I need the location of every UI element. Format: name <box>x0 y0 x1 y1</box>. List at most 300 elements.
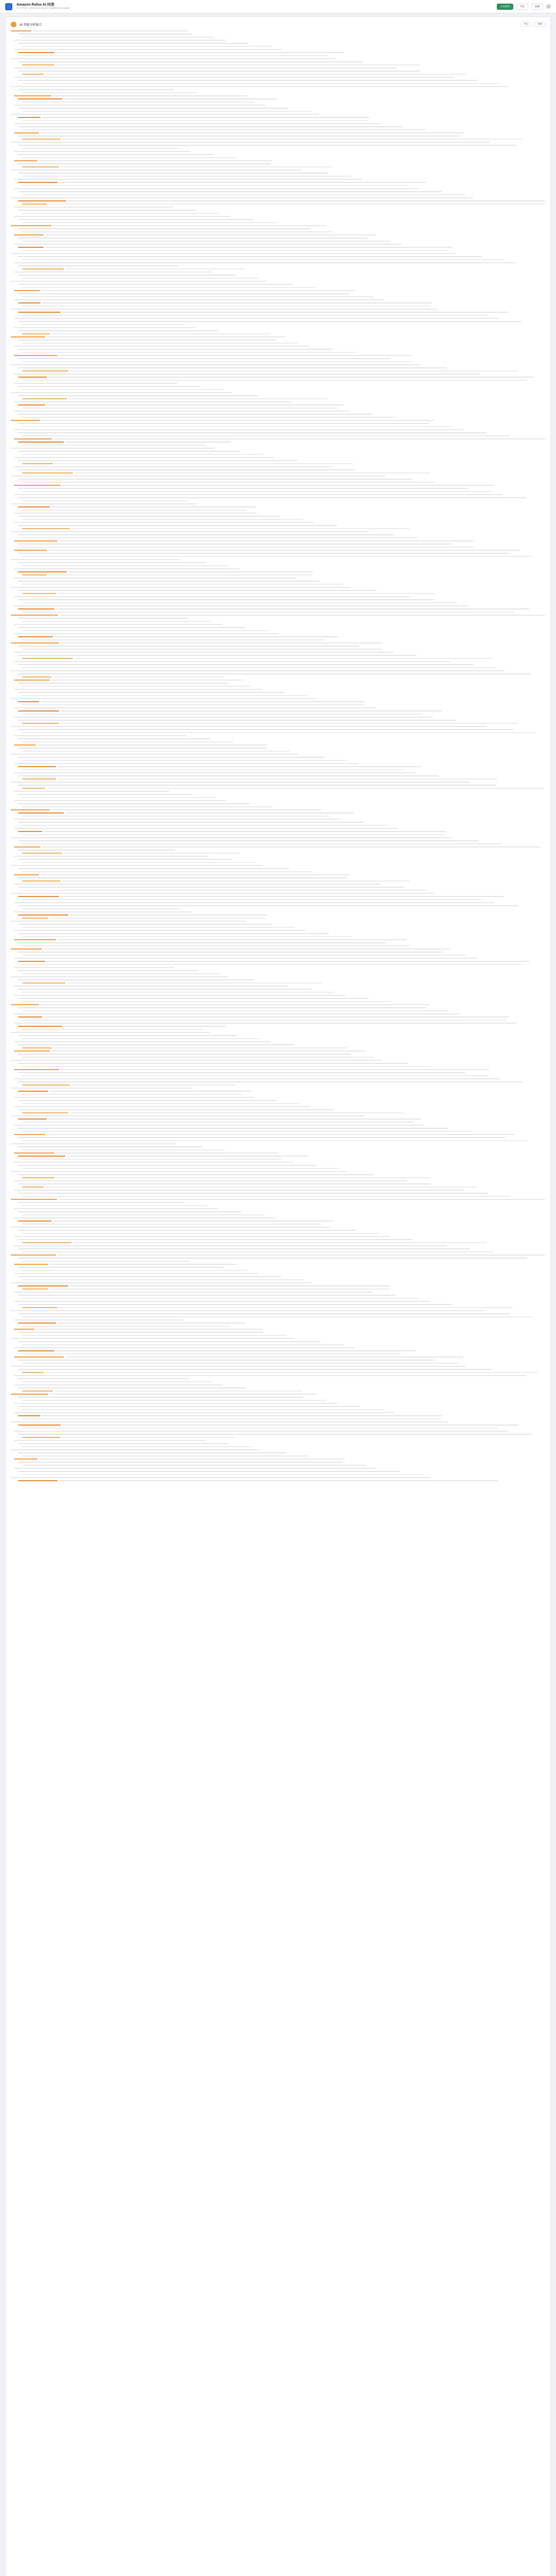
text-line <box>11 1143 545 1144</box>
text-stripe <box>14 596 411 597</box>
text-line <box>11 281 545 282</box>
text-line <box>11 812 545 814</box>
text-line <box>11 290 545 291</box>
text-stripe <box>14 578 297 579</box>
text-stripe <box>11 309 438 310</box>
text-stripe <box>47 336 285 337</box>
text-line <box>11 850 545 851</box>
text-line <box>11 213 545 214</box>
text-stripe <box>22 732 536 733</box>
text-line <box>11 466 545 467</box>
highlight-label <box>14 485 61 486</box>
text-line <box>11 173 545 174</box>
text-stripe <box>22 1075 489 1076</box>
text-line <box>11 1060 545 1061</box>
text-line <box>11 1474 545 1475</box>
text-stripe <box>18 655 416 656</box>
text-line <box>11 336 545 337</box>
text-stripe <box>14 1125 425 1126</box>
highlight-label <box>11 420 41 421</box>
text-line <box>11 89 545 90</box>
text-stripe <box>14 216 230 217</box>
text-line <box>11 1146 545 1147</box>
text-line <box>11 1400 545 1401</box>
text-stripe <box>22 129 426 130</box>
text-stripe <box>14 67 397 69</box>
text-line <box>11 519 545 520</box>
text-stripe <box>50 1264 237 1265</box>
text-stripe <box>22 1270 247 1271</box>
text-stripe <box>22 1159 282 1160</box>
text-line <box>11 160 545 161</box>
text-line <box>11 723 545 724</box>
text-stripe <box>65 1357 463 1358</box>
highlight-label <box>11 809 50 810</box>
text-line <box>11 1196 545 1197</box>
text-stripe <box>14 661 450 662</box>
text-stripe <box>45 1372 538 1373</box>
text-line <box>11 782 545 783</box>
text-line <box>11 800 545 801</box>
text-stripe <box>61 1069 489 1070</box>
text-stripe <box>22 194 465 195</box>
text-line <box>11 426 545 427</box>
text-stripe <box>22 241 391 242</box>
text-line <box>11 1153 545 1154</box>
text-stripe <box>14 689 262 690</box>
text-line <box>11 831 545 832</box>
text-stripe <box>45 234 376 235</box>
text-stripe <box>22 1196 511 1197</box>
text-stripe <box>56 1153 278 1154</box>
favorite-button[interactable]: 收藏 <box>531 4 543 10</box>
text-line <box>11 179 545 180</box>
text-line <box>11 151 545 152</box>
text-line <box>11 1208 545 1209</box>
text-line <box>11 120 545 121</box>
text-line <box>11 1236 545 1237</box>
share-button[interactable]: 分享结果 <box>497 4 513 10</box>
text-stripe <box>22 46 272 47</box>
text-line <box>11 377 545 378</box>
text-stripe <box>18 1007 426 1008</box>
text-line <box>11 1326 545 1327</box>
text-line <box>11 1425 545 1426</box>
text-stripe <box>36 1329 263 1330</box>
text-stripe <box>22 964 524 965</box>
text-line <box>11 432 545 433</box>
text-stripe <box>22 1279 304 1280</box>
text-stripe <box>11 1310 483 1311</box>
text-line <box>11 843 545 844</box>
highlight-label <box>18 1016 42 1018</box>
text-line <box>11 67 545 69</box>
text-line <box>11 392 545 393</box>
highlight-label <box>18 831 42 832</box>
text-line <box>11 349 545 350</box>
text-stripe <box>61 642 383 643</box>
text-stripe <box>11 1032 211 1033</box>
text-stripe <box>18 1341 321 1342</box>
text-stripe <box>41 701 364 702</box>
text-line <box>11 1455 545 1456</box>
text-line <box>11 361 545 362</box>
text-stripe <box>11 503 197 504</box>
text-line <box>11 1199 545 1200</box>
text-stripe <box>22 324 184 325</box>
text-stripe <box>11 253 456 254</box>
highlight-label <box>18 1221 51 1222</box>
text-stripe <box>22 695 308 696</box>
text-stripe <box>18 33 192 35</box>
highlight-label <box>22 1307 58 1308</box>
text-stripe <box>22 797 216 798</box>
text-line <box>11 791 545 792</box>
text-stripe <box>22 1400 326 1401</box>
text-line <box>11 593 545 594</box>
text-line <box>11 704 545 705</box>
highlight-label <box>11 1255 56 1256</box>
text-line <box>11 763 545 764</box>
text-line <box>11 1041 545 1042</box>
highlight-label <box>18 506 50 507</box>
text-line <box>11 559 545 560</box>
text-line <box>11 1258 545 1259</box>
text-stripe <box>22 1409 384 1410</box>
text-line <box>11 1214 545 1215</box>
text-line <box>11 284 545 285</box>
text-stripe <box>18 850 175 851</box>
text-stripe <box>18 1174 373 1175</box>
text-line <box>11 982 545 984</box>
text-stripe <box>11 698 316 699</box>
text-line <box>11 1205 545 1206</box>
text-stripe <box>22 287 316 288</box>
text-line <box>11 871 545 872</box>
text-stripe <box>14 346 309 347</box>
text-line <box>11 1054 545 1055</box>
text-stripe <box>11 670 505 671</box>
text-line <box>11 936 545 937</box>
highlight-label <box>18 961 45 962</box>
text-stripe <box>18 1434 532 1435</box>
text-stripe <box>14 1023 517 1024</box>
text-stripe <box>50 1091 251 1092</box>
report-title: AI 智能分析报告 <box>20 23 42 27</box>
text-line <box>11 256 545 257</box>
text-stripe <box>22 37 215 38</box>
text-stripe <box>18 219 253 220</box>
highlight-label <box>18 1415 41 1416</box>
text-line <box>11 1452 545 1453</box>
text-stripe <box>22 83 500 84</box>
text-line <box>11 744 545 745</box>
text-line <box>11 302 545 303</box>
report-copy-button[interactable]: 复制 <box>534 22 545 27</box>
highlight-label <box>18 1026 62 1027</box>
text-stripe <box>18 126 403 127</box>
text-line <box>11 1122 545 1123</box>
text-line <box>11 998 545 999</box>
text-line <box>11 1001 545 1002</box>
text-stripe <box>22 621 211 622</box>
text-stripe <box>18 1360 435 1361</box>
text-line <box>11 581 545 582</box>
text-line <box>11 689 545 690</box>
text-stripe <box>22 1057 374 1058</box>
text-stripe <box>18 933 329 934</box>
text-line <box>11 859 545 860</box>
text-line <box>11 658 545 659</box>
highlight-label <box>22 880 61 882</box>
text-stripe <box>51 506 256 507</box>
text-stripe <box>62 880 410 882</box>
user-avatar-icon[interactable] <box>546 4 551 9</box>
text-stripe <box>22 1038 260 1039</box>
text-stripe <box>39 160 273 161</box>
text-stripe <box>22 1010 449 1011</box>
text-line <box>11 1233 545 1234</box>
text-line <box>11 735 545 736</box>
text-line <box>11 225 545 226</box>
text-stripe <box>18 748 267 749</box>
text-line <box>11 479 545 480</box>
text-stripe <box>22 760 348 761</box>
text-stripe <box>18 145 517 146</box>
text-line <box>11 1156 545 1157</box>
text-stripe <box>55 1391 302 1392</box>
text-stripe <box>18 460 298 461</box>
highlight-label <box>14 160 38 161</box>
text-stripe <box>18 979 254 980</box>
text-stripe <box>18 1378 189 1379</box>
text-line <box>11 806 545 807</box>
app-logo-icon <box>5 3 12 10</box>
text-stripe <box>18 210 196 211</box>
text-stripe <box>22 1363 458 1364</box>
text-stripe <box>14 735 187 736</box>
text-line <box>11 247 545 248</box>
text-stripe <box>14 1097 253 1098</box>
text-line <box>11 296 545 297</box>
text-stripe <box>58 1323 246 1324</box>
text-stripe <box>42 117 370 118</box>
text-line <box>11 754 545 755</box>
text-line <box>11 899 545 900</box>
text-stripe <box>14 1301 429 1302</box>
text-stripe <box>11 587 351 588</box>
text-line <box>11 556 545 557</box>
text-stripe <box>14 123 379 124</box>
text-line <box>11 837 545 838</box>
text-line <box>11 902 545 903</box>
text-line <box>11 1255 545 1256</box>
text-stripe <box>18 618 188 619</box>
highlight-label <box>22 676 51 677</box>
highlight-label <box>22 1372 44 1373</box>
highlight-label <box>22 778 56 779</box>
text-line <box>11 364 545 365</box>
text-stripe <box>14 1162 293 1163</box>
text-stripe <box>11 1477 431 1478</box>
text-stripe <box>22 871 312 872</box>
text-line <box>11 618 545 619</box>
text-line <box>11 1038 545 1039</box>
text-stripe <box>18 89 174 90</box>
highlight-label <box>14 1069 59 1070</box>
text-line <box>11 1239 545 1240</box>
text-stripe <box>59 1199 545 1200</box>
highlight-label <box>14 846 41 848</box>
text-stripe <box>22 519 303 520</box>
text-line <box>11 701 545 702</box>
text-line <box>11 707 545 708</box>
text-line <box>11 129 545 130</box>
text-stripe <box>11 364 421 365</box>
highlight-label <box>22 1289 48 1290</box>
text-stripe <box>22 482 435 483</box>
text-stripe <box>18 998 369 999</box>
text-line <box>11 1050 545 1052</box>
highlight-label <box>22 1112 68 1113</box>
text-stripe <box>18 1109 334 1110</box>
text-line <box>11 1313 545 1314</box>
text-stripe <box>22 816 330 817</box>
text-stripe <box>44 1016 509 1018</box>
text-stripe <box>18 1128 448 1129</box>
text-line <box>11 602 545 603</box>
text-stripe <box>22 1474 423 1475</box>
text-stripe <box>39 1459 345 1460</box>
text-stripe <box>14 1384 223 1385</box>
text-stripe <box>18 488 469 489</box>
export-button[interactable]: 导出 <box>516 4 528 10</box>
highlight-label <box>18 302 41 303</box>
text-line <box>11 216 545 217</box>
text-stripe <box>11 893 435 894</box>
text-stripe <box>51 1050 366 1052</box>
text-line <box>11 386 545 387</box>
text-line <box>11 584 545 585</box>
text-stripe <box>14 717 433 718</box>
text-stripe <box>22 908 181 909</box>
text-line <box>11 49 545 50</box>
text-line <box>11 411 545 412</box>
text-line <box>11 309 545 310</box>
text-line <box>11 587 545 588</box>
text-stripe <box>11 448 214 449</box>
text-line <box>11 1131 545 1132</box>
text-stripe <box>22 426 453 427</box>
text-stripe <box>22 1335 287 1336</box>
text-line <box>11 278 545 279</box>
text-line <box>11 469 545 470</box>
text-line <box>11 408 545 409</box>
text-stripe <box>18 191 442 192</box>
text-stripe <box>56 52 344 53</box>
text-stripe <box>70 370 518 371</box>
text-stripe <box>70 1285 390 1286</box>
report-export-button[interactable]: 导出 <box>520 22 531 27</box>
text-stripe <box>60 615 545 616</box>
text-stripe <box>48 550 520 551</box>
highlight-label <box>22 1391 53 1392</box>
text-line <box>11 624 545 625</box>
text-line <box>11 1221 545 1222</box>
text-stripe <box>18 238 368 239</box>
text-line <box>11 1026 545 1027</box>
text-line <box>11 525 545 526</box>
text-stripe <box>18 1332 264 1333</box>
text-stripe <box>11 197 473 198</box>
text-stripe <box>18 692 285 693</box>
text-line <box>11 1251 545 1252</box>
text-stripe <box>64 1026 225 1027</box>
highlight-label <box>18 571 67 572</box>
text-line <box>11 157 545 158</box>
text-stripe <box>59 1480 498 1481</box>
text-line <box>11 865 545 866</box>
text-line <box>11 698 545 699</box>
text-line <box>11 1301 545 1302</box>
text-stripe <box>22 306 430 307</box>
text-stripe <box>47 961 529 962</box>
text-stripe <box>75 472 430 473</box>
text-stripe <box>11 476 386 477</box>
text-stripe <box>59 355 412 356</box>
text-line <box>11 46 545 47</box>
text-stripe <box>22 630 268 631</box>
text-line <box>11 1387 545 1388</box>
text-stripe <box>22 148 180 149</box>
highlight-label <box>14 95 51 96</box>
text-stripe <box>14 383 178 384</box>
text-stripe <box>22 101 254 103</box>
text-stripe <box>18 590 377 591</box>
text-stripe <box>14 986 288 987</box>
text-stripe <box>18 757 324 758</box>
text-stripe <box>18 479 412 480</box>
text-line <box>11 114 545 115</box>
text-line <box>11 1109 545 1110</box>
text-line <box>11 550 545 551</box>
highlight-label <box>14 1459 38 1460</box>
text-line <box>11 1118 545 1120</box>
text-line <box>11 182 545 183</box>
text-stripe <box>18 729 513 730</box>
text-line <box>11 343 545 344</box>
text-stripe <box>14 1180 407 1181</box>
text-stripe <box>11 114 319 115</box>
text-line <box>11 794 545 795</box>
text-line <box>11 615 545 616</box>
text-line <box>11 608 545 609</box>
text-stripe <box>18 1211 241 1212</box>
text-stripe <box>22 408 338 409</box>
highlight-label <box>14 1134 45 1135</box>
text-line <box>11 1149 545 1150</box>
text-stripe <box>54 438 545 439</box>
highlight-label <box>22 64 55 65</box>
text-line <box>11 1459 545 1460</box>
text-line <box>11 272 545 273</box>
text-line <box>11 1471 545 1472</box>
text-line <box>11 720 545 721</box>
text-stripe <box>14 272 213 273</box>
text-line <box>11 905 545 906</box>
text-line <box>11 772 545 773</box>
text-stripe <box>11 865 263 866</box>
